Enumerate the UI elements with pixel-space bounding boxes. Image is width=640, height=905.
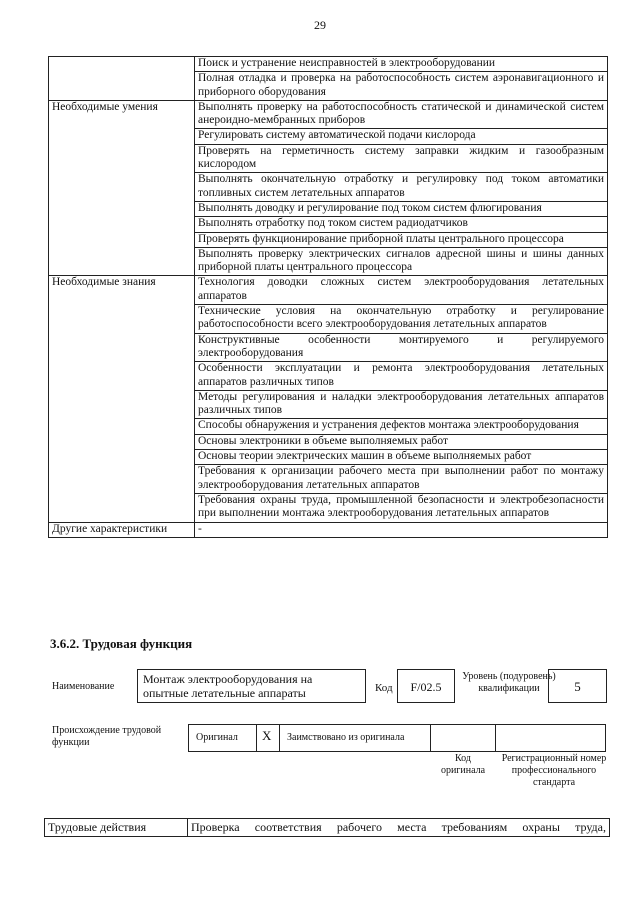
row-item: Способы обнаружения и устранения дефектов монтажа электрооборудования — [195, 419, 608, 434]
code-label: Код — [375, 682, 393, 694]
row-item: Основы электроники в объеме выполняемых работ — [195, 434, 608, 449]
row-item: Выполнять доводку и регулирование под током систем флюгирования — [195, 201, 608, 216]
row-category: Необходимые умения — [49, 100, 195, 276]
row-item: Требования к организации рабочего места при выполнении работ по монтажу электрооборудования летательных аппаратов — [195, 465, 608, 494]
origin-original: Оригинал — [196, 732, 238, 743]
row-category: Другие характеристики — [49, 522, 195, 537]
origin-label: Происхождение трудовой функции — [52, 725, 162, 748]
row-item: Конструктивные особенности монтируемого и регулируемого электрооборудования — [195, 333, 608, 362]
labour-actions-first: Проверка соответствия рабочего места требованиям охраны труда, — [188, 819, 610, 836]
origin-code-cell — [430, 724, 496, 752]
table-row — [49, 100, 608, 129]
row-item: Технические условия на окончательную отработку и регулирование работоспособности всего электрооборудования летательных аппаратов — [195, 305, 608, 334]
row-item: Выполнять отработку под током систем радиодатчиков — [195, 217, 608, 232]
name-label: Наименование — [52, 681, 115, 692]
code-box — [397, 669, 455, 703]
row-item: Проверять на герметичность систему заправки жидким и газообразным кислородом — [195, 144, 608, 173]
name-value: Монтаж электрооборудования на опытные летательные аппараты — [143, 672, 313, 700]
competency-table — [48, 56, 608, 538]
row-item: Основы теории электрических машин в объеме выполняемых работ — [195, 450, 608, 465]
row-item: Требования охраны труда, промышленной безопасности и электробезопасности при выполнении монтажа электрооборудования летательных аппаратов — [195, 493, 608, 522]
origin-borrowed: Заимствовано из оригинала — [287, 732, 405, 743]
level-label: Уровень (подуровень) квалификации — [462, 671, 556, 694]
level-value: 5 — [574, 679, 581, 694]
row-category — [49, 57, 195, 101]
row-item: Выполнять окончательную отработку и регулировку под током автоматики топливных систем летательных аппаратов — [195, 173, 608, 202]
row-category: Необходимые знания — [49, 276, 195, 522]
table-row — [49, 522, 608, 537]
origin-mark: X — [262, 728, 272, 743]
labour-actions-label: Трудовые действия — [44, 819, 188, 836]
name-box — [137, 669, 366, 703]
row-item: Выполнять проверку электрических сигналов адресной шины и шины данных приборной платы центрального процессора — [195, 247, 608, 276]
section-title: 3.6.2. Трудовая функция — [50, 636, 193, 651]
row-item: Поиск и устранение неисправностей в электрооборудовании — [195, 57, 608, 72]
row-item: Выполнять проверку на работоспособность статической и динамической систем анероидно-мембранных приборов — [195, 100, 608, 129]
labour-actions-row — [44, 818, 610, 837]
row-item: Особенности эксплуатации и ремонта электрооборудования летательных аппаратов различных типов — [195, 362, 608, 391]
origin-code-caption: Код оригинала — [440, 753, 486, 776]
row-item: Проверять функционирование приборной платы центрального процессора — [195, 232, 608, 247]
row-item: Полная отладка и проверка на работоспособность систем аэронавигационного и приборного оборудования — [195, 72, 608, 101]
row-item: Методы регулирования и наладки электрооборудования летательных аппаратов различных типов — [195, 390, 608, 419]
page-number: 29 — [314, 18, 326, 32]
table-row — [49, 276, 608, 305]
row-item: Регулировать систему автоматической подачи кислорода — [195, 129, 608, 144]
code-value: F/02.5 — [410, 680, 442, 694]
level-box — [548, 669, 607, 703]
table-row — [49, 57, 608, 72]
row-item: - — [195, 522, 608, 537]
origin-reg-caption: Регистрационный номер профессионального стандарта — [501, 753, 607, 788]
row-item: Технология доводки сложных систем электрооборудования летательных аппаратов — [195, 276, 608, 305]
